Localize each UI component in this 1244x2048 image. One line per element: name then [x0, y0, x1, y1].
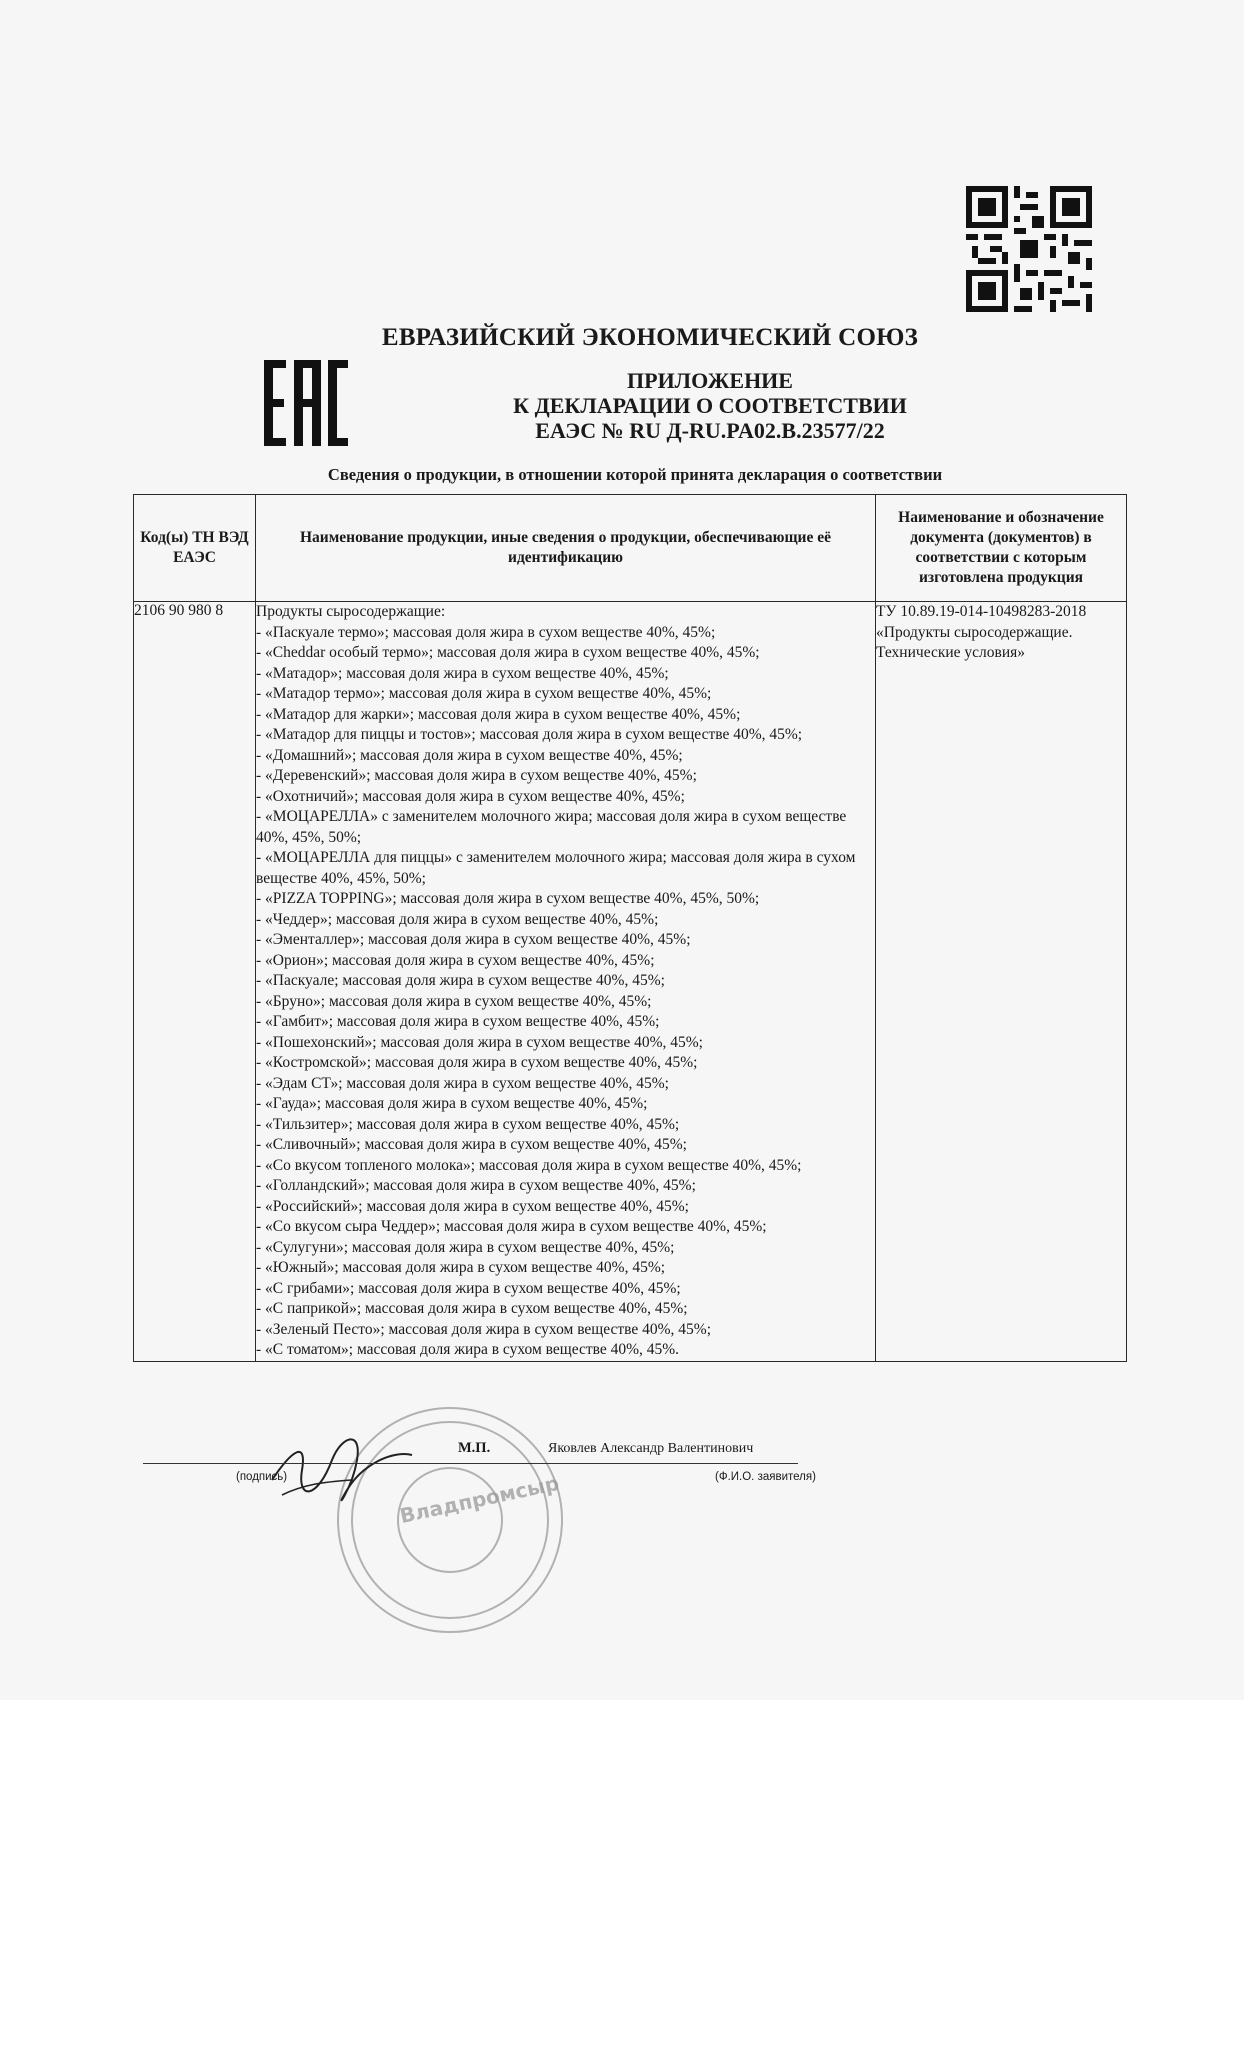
list-item: - «Деревенский»; массовая доля жира в сухом веществе 40%, 45%;: [256, 767, 697, 784]
list-item: - «МОЦАРЕЛЛА» с заменителем молочного жира; массовая доля жира в сухом веществе 40%, 45%, 50%;: [256, 808, 847, 846]
list-item: - «Гамбит»; массовая доля жира в сухом веществе 40%, 45%;: [256, 1013, 660, 1030]
product-items: [256, 623, 875, 1361]
products-table: [133, 494, 1127, 1362]
list-item: - «Матадор термо»; массовая доля жира в сухом веществе 40%, 45%;: [256, 685, 712, 702]
list-item: - «Матадор для пиццы и тостов»; массовая доля жира в сухом веществе 40%, 45%;: [256, 726, 803, 743]
list-item: - «С грибами»; массовая доля жира в сухом веществе 40%, 45%;: [256, 1279, 681, 1297]
svg-text:Владпромсыр: Владпромсыр: [397, 1470, 562, 1529]
list-item: - «Сулугуни»; массовая доля жира в сухом веществе 40%, 45%;: [256, 1238, 675, 1256]
list-item: - «Костромской»; массовая доля жира в сухом веществе 40%, 45%;: [256, 1054, 698, 1071]
seal-place-label: М.П.: [458, 1440, 491, 1456]
list-item: - «С паприкой»; массовая доля жира в сухом веществе 40%, 45%;: [256, 1300, 688, 1317]
product-intro: Продукты сыросодержащие:: [256, 603, 446, 620]
hs-code: 2106 90 980 8: [134, 602, 256, 1362]
signature-line: [143, 1463, 798, 1464]
list-item: - «Со вкусом сыра Чеддер»; массовая доля жира в сухом веществе 40%, 45%;: [256, 1218, 767, 1235]
eac-mark-icon: [264, 358, 348, 448]
list-item: - «Российский»; массовая доля жира в сухом веществе 40%, 45%;: [256, 1197, 689, 1215]
list-item: - «Паскуале термо»; массовая доля жира в сухом веществе 40%, 45%;: [256, 623, 716, 641]
header-product: Наименование продукции, иные сведения о продукции, обеспечивающие её идентификацию: [256, 495, 876, 602]
signature-caption: (подпись): [236, 1471, 288, 1483]
appendix-line: К ДЕКЛАРАЦИИ О СООТВЕТСТВИИ: [513, 393, 907, 418]
list-item: - «Паскуале; массовая доля жира в сухом веществе 40%, 45%;: [256, 972, 665, 989]
list-item: - «Cheddar особый термо»; массовая доля жира в сухом веществе 40%, 45%;: [256, 644, 760, 661]
qr-code-icon: [966, 186, 1092, 312]
table-header-row: [134, 495, 1127, 602]
list-item: - «Голландский»; массовая доля жира в сухом веществе 40%, 45%;: [256, 1177, 696, 1194]
list-item: - «Сливочный»; массовая доля жира в сухом веществе 40%, 45%;: [256, 1136, 687, 1153]
list-item: - «МОЦАРЕЛЛА для пиццы» с заменителем молочного жира; массовая доля жира в сухом веществе 40%, 45%, 50%;: [256, 849, 856, 887]
list-item: - «Эдам СТ»; массовая доля жира в сухом веществе 40%, 45%;: [256, 1074, 669, 1092]
standard-document: ТУ 10.89.19-014-10498283-2018 «Продукты сыросодержащие. Технические условия»: [876, 602, 1127, 1362]
list-item: - «Чеддер»; массовая доля жира в сухом веществе 40%, 45%;: [256, 910, 659, 928]
list-item: - «Со вкусом топленого молока»; массовая доля жира в сухом веществе 40%, 45%;: [256, 1156, 802, 1174]
header-document: Наименование и обозначение документа (документов) в соответствии с которым изготовлена продукция: [876, 495, 1127, 602]
product-list: [256, 602, 876, 1362]
applicant-name: Яковлев Александр Валентинович: [548, 1441, 754, 1456]
header-code: Код(ы) ТН ВЭД ЕАЭС: [134, 495, 256, 602]
list-item: - «Южный»; массовая доля жира в сухом веществе 40%, 45%;: [256, 1259, 666, 1276]
list-item: - «Тильзитер»; массовая доля жира в сухом веществе 40%, 45%;: [256, 1115, 680, 1133]
list-item: - «Матадор»; массовая доля жира в сухом веществе 40%, 45%;: [256, 664, 669, 682]
list-item: - «Охотничий»; массовая доля жира в сухом веществе 40%, 45%;: [256, 787, 685, 805]
table-row: [134, 602, 1127, 1362]
declaration-number: ЕАЭС № RU Д-RU.PA02.B.23577/22: [535, 418, 885, 443]
list-item: - «Пошехонский»; массовая доля жира в сухом веществе 40%, 45%;: [256, 1033, 703, 1051]
list-item: - «Бруно»; массовая доля жира в сухом веществе 40%, 45%;: [256, 992, 652, 1010]
list-item: - «PIZZA TOPPING»; массовая доля жира в сухом веществе 40%, 45%, 50%;: [256, 890, 760, 907]
list-item: - «С томатом»; массовая доля жира в сухом веществе 40%, 45%.: [256, 1341, 680, 1358]
appendix-title: [430, 368, 990, 443]
list-item: - «Орион»; массовая доля жира в сухом веществе 40%, 45%;: [256, 951, 655, 969]
list-item: - «Домашний»; массовая доля жира в сухом веществе 40%, 45%;: [256, 746, 683, 764]
section-subtitle: Сведения о продукции, в отношении которой принята декларация о соответствии: [327, 465, 943, 484]
list-item: - «Матадор для жарки»; массовая доля жира в сухом веществе 40%, 45%;: [256, 705, 741, 723]
list-item: - «Гауда»; массовая доля жира в сухом веществе 40%, 45%;: [256, 1095, 648, 1112]
list-item: - «Эменталлер»; массовая доля жира в сухом веществе 40%, 45%;: [256, 931, 691, 948]
appendix-line: ПРИЛОЖЕНИЕ: [627, 368, 793, 393]
name-caption: (Ф.И.О. заявителя): [715, 1471, 816, 1483]
list-item: - «Зеленый Песто»; массовая доля жира в сухом веществе 40%, 45%;: [256, 1320, 712, 1338]
union-title: ЕВРАЗИЙСКИЙ ЭКОНОМИЧЕСКИЙ СОЮЗ: [381, 324, 919, 351]
